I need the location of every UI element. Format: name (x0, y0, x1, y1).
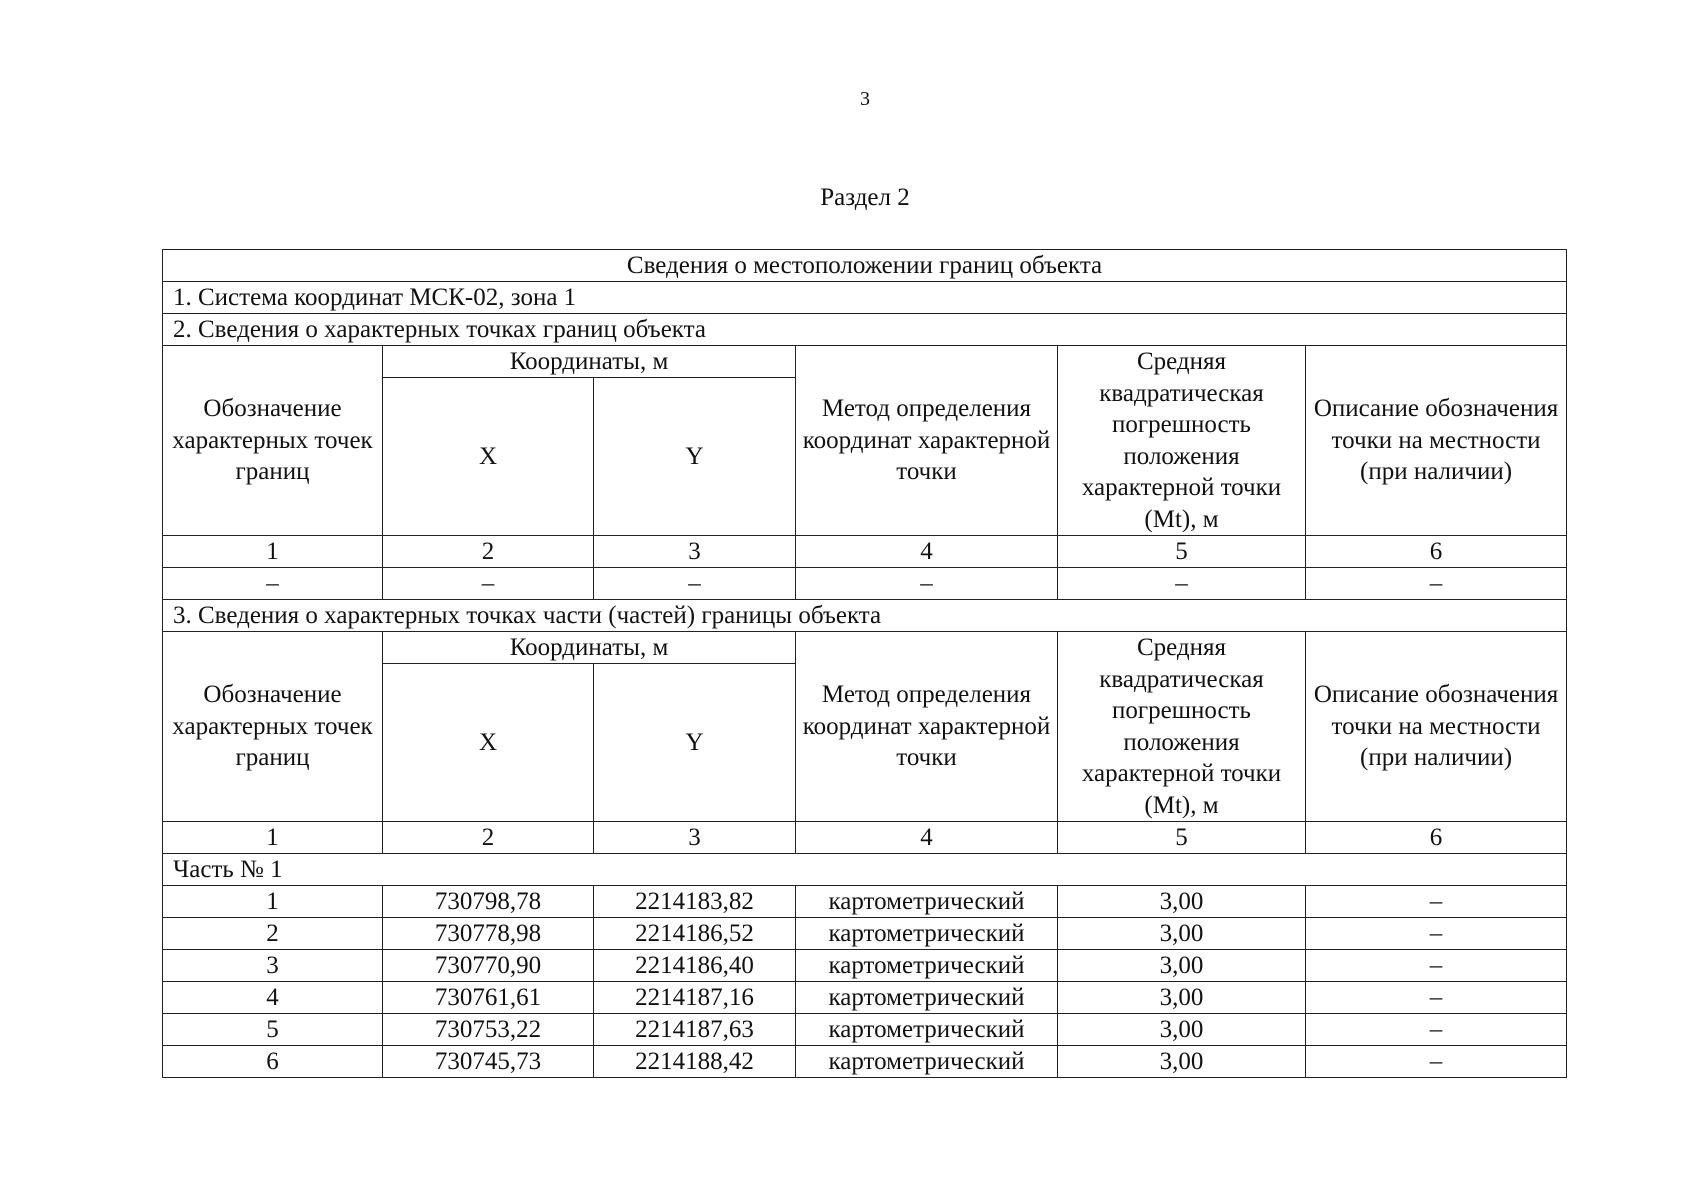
empty-cell: – (383, 568, 594, 600)
x-value: 730770,90 (383, 950, 594, 982)
method-value: картометрический (796, 918, 1058, 950)
header-y: Y (594, 378, 796, 536)
error-value: 3,00 (1058, 1046, 1306, 1078)
y-value: 2214186,40 (594, 950, 796, 982)
point-number: 1 (163, 886, 383, 918)
column-number: 2 (383, 536, 594, 568)
table-row (163, 886, 1567, 918)
empty-cell: – (796, 568, 1058, 600)
column-number: 3 (594, 536, 796, 568)
column-number: 1 (163, 822, 383, 854)
point-number: 4 (163, 982, 383, 1014)
part2-column-numbers-row (163, 536, 1567, 568)
point-number: 2 (163, 918, 383, 950)
y-value: 2214188,42 (594, 1046, 796, 1078)
part2-title-row (163, 314, 1567, 346)
column-number: 6 (1306, 536, 1567, 568)
part3-title-row (163, 600, 1567, 632)
part-label: Часть № 1 (163, 854, 1567, 886)
header-method: Метод определения координат характерной точки (796, 346, 1058, 536)
empty-cell: – (1306, 568, 1567, 600)
column-number: 4 (796, 822, 1058, 854)
x-value: 730778,98 (383, 918, 594, 950)
method-value: картометрический (796, 1014, 1058, 1046)
y-value: 2214183,82 (594, 886, 796, 918)
header-x: X (383, 664, 594, 822)
header-error: Средняя квадратическая погрешность положения характерной точки (Mt), м (1058, 346, 1306, 536)
x-value: 730745,73 (383, 1046, 594, 1078)
y-value: 2214186,52 (594, 918, 796, 950)
method-value: картометрический (796, 1046, 1058, 1078)
part2-header-row (163, 346, 1567, 378)
empty-cell: – (1058, 568, 1306, 600)
point-number: 6 (163, 1046, 383, 1078)
part2-empty-row (163, 568, 1567, 600)
coord-system-row (163, 282, 1567, 314)
description-value: – (1306, 886, 1567, 918)
header-description: Описание обозначения точки на местности (при наличии) (1306, 632, 1567, 822)
empty-cell: – (163, 568, 383, 600)
table-title: Сведения о местоположении границ объекта (163, 250, 1567, 282)
column-number: 2 (383, 822, 594, 854)
error-value: 3,00 (1058, 982, 1306, 1014)
description-value: – (1306, 982, 1567, 1014)
header-y: Y (594, 664, 796, 822)
method-value: картометрический (796, 886, 1058, 918)
page-number: 3 (860, 88, 870, 110)
header-coordinates: Координаты, м (383, 632, 796, 664)
table-row (163, 950, 1567, 982)
table-row (163, 918, 1567, 950)
error-value: 3,00 (1058, 950, 1306, 982)
section-title: Раздел 2 (820, 184, 910, 211)
column-number: 3 (594, 822, 796, 854)
description-value: – (1306, 918, 1567, 950)
header-coordinates: Координаты, м (383, 346, 796, 378)
boundary-table (162, 249, 1567, 1078)
coord-system-label: 1. Система координат МСК-02, зона 1 (163, 282, 1567, 314)
x-value: 730761,61 (383, 982, 594, 1014)
table-title-row (163, 250, 1567, 282)
error-value: 3,00 (1058, 918, 1306, 950)
column-number: 5 (1058, 536, 1306, 568)
table-row (163, 982, 1567, 1014)
header-description: Описание обозначения точки на местности (при наличии) (1306, 346, 1567, 536)
header-error: Средняя квадратическая погрешность положения характерной точки (Mt), м (1058, 632, 1306, 822)
column-number: 5 (1058, 822, 1306, 854)
part-label-row (163, 854, 1567, 886)
header-x: X (383, 378, 594, 536)
part3-title: 3. Сведения о характерных точках части (частей) границы объекта (163, 600, 1567, 632)
description-value: – (1306, 950, 1567, 982)
method-value: картометрический (796, 982, 1058, 1014)
description-value: – (1306, 1014, 1567, 1046)
y-value: 2214187,16 (594, 982, 796, 1014)
part2-title: 2. Сведения о характерных точках границ объекта (163, 314, 1567, 346)
header-designation: Обозначение характерных точек границ (163, 632, 383, 822)
header-method: Метод определения координат характерной точки (796, 632, 1058, 822)
x-value: 730798,78 (383, 886, 594, 918)
column-number: 6 (1306, 822, 1567, 854)
table-row (163, 1014, 1567, 1046)
point-number: 5 (163, 1014, 383, 1046)
table-row (163, 1046, 1567, 1078)
header-designation: Обозначение характерных точек границ (163, 346, 383, 536)
description-value: – (1306, 1046, 1567, 1078)
empty-cell: – (594, 568, 796, 600)
part3-column-numbers-row (163, 822, 1567, 854)
error-value: 3,00 (1058, 886, 1306, 918)
x-value: 730753,22 (383, 1014, 594, 1046)
error-value: 3,00 (1058, 1014, 1306, 1046)
method-value: картометрический (796, 950, 1058, 982)
column-number: 4 (796, 536, 1058, 568)
y-value: 2214187,63 (594, 1014, 796, 1046)
point-number: 3 (163, 950, 383, 982)
column-number: 1 (163, 536, 383, 568)
part3-header-row (163, 632, 1567, 664)
